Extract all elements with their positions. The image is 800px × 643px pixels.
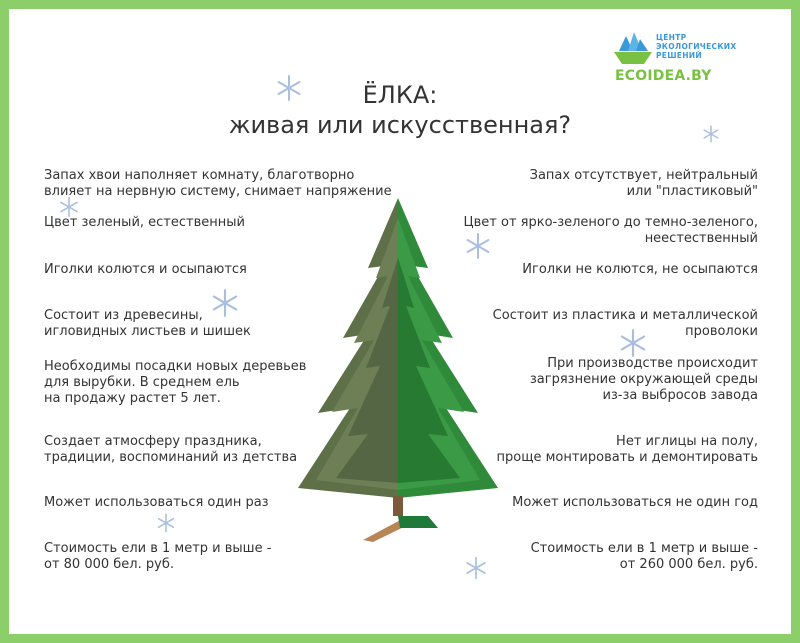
artificial-price: Стоимость ели в 1 метр и выше - от 260 000 бел. руб. (530, 541, 758, 572)
live-needles: Иголки колются и осыпаются (44, 262, 247, 277)
live-material: Состоит из древесины, игловидных листьев и шишек (44, 308, 251, 339)
artificial-material: Состоит из пластика и металлической проволоки (492, 308, 758, 339)
logo-site: ECOIDEA.BY (615, 68, 712, 84)
artificial-color: Цвет от ярко-зеленого до темно-зеленого, неестественный (463, 215, 758, 246)
snowflake-icon (702, 125, 720, 143)
artificial-usage: Может использоваться не один год (512, 495, 758, 510)
artificial-needles: Иголки не колются, не осыпаются (522, 262, 758, 277)
title-line-1: ЁЛКА: (362, 81, 438, 109)
live-tree-half (298, 198, 398, 498)
snowflake-icon (618, 328, 648, 358)
snowflake-icon (156, 513, 176, 533)
artificial-production: При производстве происходит загрязнение окружающей среды из-за выбросов завода (529, 356, 758, 403)
paper-boat-icon (612, 30, 654, 66)
live-usage: Может использоваться один раз (44, 495, 269, 510)
live-atmosphere: Создает атмосферу праздника, традиции, воспоминаний из детства (44, 434, 298, 465)
snowflake-icon (275, 74, 303, 102)
snowflake-icon (210, 288, 240, 318)
live-price: Стоимость ели в 1 метр и выше - от 80 000 бел. руб. (44, 541, 272, 572)
snowflake-icon (464, 556, 488, 580)
snowflake-icon (464, 232, 492, 260)
page-title (200, 80, 600, 140)
title-line-2: живая или искусственная? (228, 111, 572, 139)
snowflake-icon (58, 196, 80, 218)
live-color: Цвет зеленый, естественный (44, 215, 245, 230)
logo-org-name: ЦЕНТР ЭКОЛОГИЧЕСКИХ РЕШЕНИЙ (656, 33, 737, 60)
artificial-smell: Запах отсутствует, нейтральный или "пластиковый" (529, 168, 758, 199)
ecoidea-logo[interactable] (612, 30, 782, 90)
live-smell: Запах хвои наполняет комнату, благотворно влияет на нервную систему, снимает напряжение (44, 168, 392, 199)
artificial-convenience: Нет иглицы на полу, проще монтировать и демонтировать (496, 434, 758, 465)
live-planting: Необходимы посадки новых деревьев для вырубки. В среднем ель на продажу растет 5 лет. (44, 359, 307, 406)
